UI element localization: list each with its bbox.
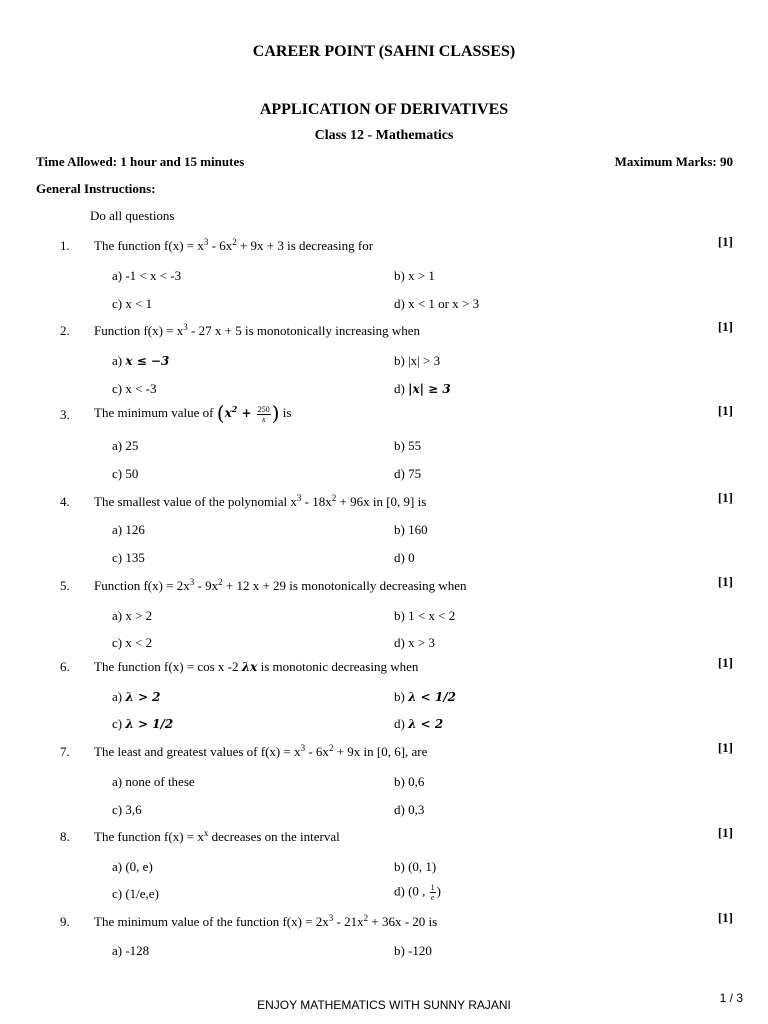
question-mark: [1] <box>717 910 733 925</box>
option-a: a) none of these <box>112 774 195 789</box>
option-c: c) 3,6 <box>112 802 142 817</box>
question-number: 2. <box>60 323 70 338</box>
question-mark: [1] <box>717 490 733 505</box>
question-mark: [1] <box>717 319 733 334</box>
question-mark: [1] <box>717 403 733 418</box>
option-c: c) (1/e,e) <box>112 886 159 901</box>
option-d: d) |x| ≥ 3 <box>394 381 451 396</box>
option-c: c) λ > 1/2 <box>112 716 174 731</box>
fraction: $\frac{1}{e}$ <box>430 883 435 902</box>
option-c: c) 50 <box>112 466 139 481</box>
question-text: Function $f(x) = x^3 - 27$ x + 5 is monotonically increasing when <box>94 322 421 338</box>
option-b: b) |x| > 3 <box>394 353 441 368</box>
maximum-marks: Maximum Marks: 90 <box>614 154 733 169</box>
option-a: a) x ≤ −3 <box>112 353 170 368</box>
option-b: b) 0,6 <box>394 774 425 789</box>
option-d: d) (0 , $\frac{1}{e}$ ) <box>394 883 442 902</box>
general-instructions-heading: General Instructions: <box>36 181 156 196</box>
question-number: 6. <box>60 659 70 674</box>
question-4 <box>0 490 768 518</box>
instruction-text: Do all questions <box>90 208 175 223</box>
option-b: b) 55 <box>394 438 422 453</box>
option-b: b) x > 1 <box>394 268 435 283</box>
question-mark: [1] <box>717 234 733 249</box>
question-mark: [1] <box>717 825 733 840</box>
question-number: 8. <box>60 829 70 844</box>
option-c: c) x < 1 <box>112 296 153 311</box>
option-a: a) λ > 2 <box>112 689 161 704</box>
question-2 <box>0 319 768 347</box>
option-c: c) 135 <box>112 550 145 565</box>
question-text: The function $f(x) = x^3 - 6x^2 + 9x + 3$ is decreasing for <box>94 237 374 253</box>
option-a: a) 25 <box>112 438 139 453</box>
option-a: a) -128 <box>112 943 150 958</box>
question-9 <box>0 910 768 938</box>
option-d: d) 0,3 <box>394 802 425 817</box>
question-5 <box>0 574 768 602</box>
option-a: a) 126 <box>112 522 145 537</box>
option-b: b) -120 <box>394 943 432 958</box>
option-d: d) 0 <box>394 550 415 565</box>
option-a: a) x > 2 <box>112 608 153 623</box>
question-mark: [1] <box>717 740 733 755</box>
page-footer: ENJOY MATHEMATICS WITH SUNNY RAJANI <box>257 998 511 1012</box>
question-number: 7. <box>60 744 70 759</box>
option-b: b) 160 <box>394 522 428 537</box>
question-number: 1. <box>60 238 70 253</box>
question-8 <box>0 825 768 853</box>
question-text: The minimum value of the function $f(x) = 2x^3 - 21x^2 + 36x - 20$ is <box>94 913 438 929</box>
question-7 <box>0 740 768 768</box>
question-mark: [1] <box>717 574 733 589</box>
option-b: b) λ < 1/2 <box>394 689 456 704</box>
school-name: CAREER POINT (SAHNI CLASSES) <box>252 43 516 60</box>
page-title: APPLICATION OF DERIVATIVES <box>259 101 509 118</box>
question-number: 3. <box>60 407 70 422</box>
time-allowed: Time Allowed: 1 hour and 15 minutes <box>36 154 245 169</box>
option-d: d) x > 3 <box>394 635 435 650</box>
question-number: 9. <box>60 914 70 929</box>
question-6 <box>0 655 768 683</box>
option-d: d) λ < 2 <box>394 716 444 731</box>
option-a: a) (0, e) <box>112 859 153 874</box>
question-text: The function f(x) = cos x -2 λx is monotonic decreasing when <box>94 659 419 674</box>
question-3 <box>0 401 768 431</box>
option-a: a) -1 < x < -3 <box>112 268 182 283</box>
option-d: d) x < 1 or x > 3 <box>394 296 480 311</box>
option-c: c) x < 2 <box>112 635 153 650</box>
option-c: c) x < -3 <box>112 381 157 396</box>
option-b: b) 1 < x < 2 <box>394 608 456 623</box>
page-number: 1 / 3 <box>719 991 743 1005</box>
fraction: $\frac{250}{x}$ <box>257 404 270 424</box>
question-text: Function $f(x) = 2x^3 - 9x^2 + 12$ x + 29 is monotonically decreasing when <box>94 577 467 593</box>
page-subtitle: Class 12 - Mathematics <box>314 128 454 143</box>
question-text: The smallest value of the polynomial $x^3 - 18x^2 + 96x$ in [0, 9] is <box>94 493 427 509</box>
question-number: 5. <box>60 578 70 593</box>
option-b: b) (0, 1) <box>394 859 437 874</box>
option-d: d) 75 <box>394 466 422 481</box>
question-text: The minimum value of ($x^2$ + $\frac{250}{x}$ ) is <box>94 401 292 425</box>
question-number: 4. <box>60 494 70 509</box>
question-1 <box>0 234 768 262</box>
question-text: The function $f(x) = x^x$ decreases on the interval <box>94 828 340 844</box>
question-text: The least and greatest values of $f(x) = x^3 - 6x^2 + 9x$ in [0, 6], are <box>94 743 428 759</box>
question-mark: [1] <box>717 655 733 670</box>
